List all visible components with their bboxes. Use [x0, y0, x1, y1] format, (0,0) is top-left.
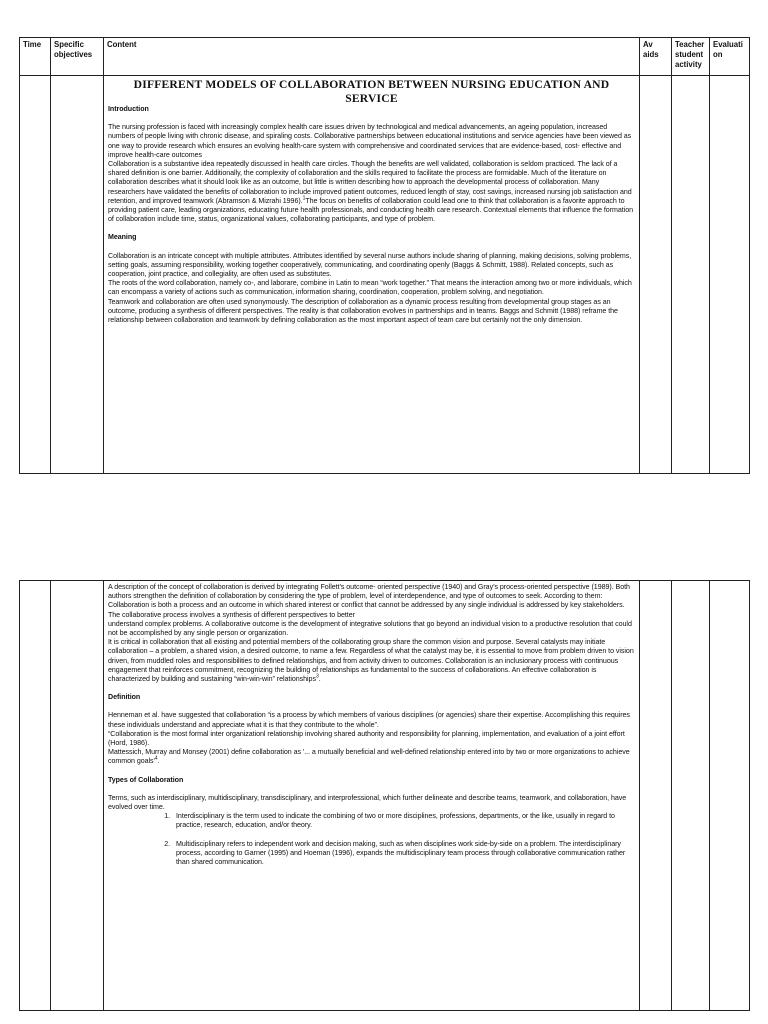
types-paragraph: Terms, such as interdisciplinary, multidisciplinary, transdisciplinary, and interprofessional, which further delineate and describe teams, teamwork, and collaboration, have evolved over time. — [108, 793, 627, 812]
teacher-activity-cell — [672, 581, 710, 1011]
evaluation-cell — [710, 581, 750, 1011]
meaning-paragraph-2: The roots of the word collaboration, namely co-, and laborare, combine in Latin to mean “work together.” That means the interaction among two or more individuals, which can encompass a variety of actions such as communication, information sharing, coordination, cooperation, problem solving, and negotiation. — [108, 279, 632, 297]
definition-paragraph-1: Henneman et al. have suggested that collaboration “is a process by which members of various disciplines (or agencies) share their expertise. Accomplishing this requires these individuals understand and appreciate what it is that they contribute to the whole”. — [108, 711, 630, 729]
header-content: Content — [104, 38, 640, 76]
lesson-plan-table-page-2 — [19, 580, 750, 1011]
list-item: 2. Multidisciplinary refers to independent work and decision making, such as when disciplines work side-by-side on a problem. The interdisciplinary process, according to Garner (1995) and Hoeman (1996), expands the multidisciplinary team process through collaborative communication rather than shared communication. — [172, 840, 635, 868]
definition-heading: Definition — [108, 693, 141, 702]
definition-paragraph-2: “Collaboration is the most formal inter organizationl relationship involving shared authority and responsibility for planning, implementation, and evaluation of a joint effort (Hord, 1986). — [108, 729, 625, 748]
definition-paragraph-3: Mattessich, Murray and Monsey (2001) define collaboration as '... a mutually beneficial and well-defined relationship entered into by two or more organizations to achieve common $goals'^4$. — [108, 748, 630, 766]
footnote-ref: 1 — [302, 195, 306, 202]
evaluation-cell — [710, 76, 750, 474]
lesson-plan-table-page-1 — [19, 37, 750, 474]
intro-paragraph-2: Collaboration is a substantive idea repeatedly discussed in health care circles. Though the benefits are well validated, collaboration is seldom practiced. The lack of a shared definition is one barrier. Additionally, the complexity of collaboration and the skills required to facilitate the process are formidable. Much of the literature on collaboration describes what it should look like as an outcome, but little is written describing how to approach the developmental process of collaboration. Many researchers have validated the benefits of collaboration to include improved patient outcomes, reduced length of stay, cost savings, increased nursing job satisfaction and retention, and improved teamwork (Abramson & Mizrahi 1996).$^1$The focus on benefits of collaboration could lead one to think that collaboration is a favorite approach to providing patient care, leading organizations, educating future health professionals, and conducting health care research. Contextual elements that influence the formation of collaboration include time, status, organizational values, collaborating participants, and type of problem. — [108, 160, 634, 224]
meaning-paragraph-1: Collaboration is an intricate concept with multiple attributes. Attributes identified by several nurse authors include sharing of planning, making decisions, solving problems, setting goals, assuming responsibility, working together cooperatively, communicating, and coordinating openly (Baggs & Schmitt, 1988). Related concepts, such as cooperation, joint practice, and collegiality, are often used as substitutes. — [108, 251, 632, 279]
time-cell — [20, 76, 51, 474]
meaning-paragraph-3: Teamwork and collaboration are often used synonymously. The description of collaboration as a dynamic process resulting from developmental group stages as an outcome, producing a synthesis of different perspectives. The reality is that collaboration evolves in partnerships and in teams. Baggs and Schmitt (1988) reframe the relationship between collaboration and teamwork by defining collaboration as the most important aspect of team care but certainly not the only dimension. — [108, 297, 618, 325]
meaning-heading: Meaning — [108, 233, 137, 242]
objectives-cell — [51, 76, 104, 474]
content-row — [20, 76, 750, 474]
footnote-ref: 3 — [315, 673, 319, 680]
header-row — [20, 38, 750, 76]
introduction-heading: Introduction — [108, 105, 149, 113]
header-av-aids: Av aids — [640, 38, 672, 76]
list-item: 1. Interdisciplinary is the term used to indicate the combining of two or more disciplines, professions, departments, or the like, usually in regard to practice, research, education, and/or theory. — [172, 812, 635, 830]
header-teacher-student-activity: Teacher student activity — [672, 38, 710, 76]
content-cell — [104, 581, 640, 1011]
document-title: DIFFERENT MODELS OF COLLABORATION BETWEEN NURSING EDUCATION AND SERVICE — [133, 78, 610, 105]
types-list — [108, 812, 635, 867]
content-cell — [104, 76, 640, 474]
intro-paragraph-1: The nursing profession is faced with increasingly complex health care issues driven by technological and medical advancements, an ageing population, increased numbers of people living with chronic disease, and spiraling costs. Collaborative partnerships between educational institutions and service agencies have been viewed as one way to provide research which ensures an evolving health-care system with comprehensive and coordinated services that are evidence-based, cost- effective and improve health-care outcomes — [108, 123, 632, 159]
header-evaluation: Evaluati on — [710, 38, 750, 76]
types-heading: Types of Collaboration — [108, 775, 184, 784]
concept-paragraph-1: A description of the concept of collaboration is derived by integrating Follett’s outcome- oriented perspective (1940) and Gray’s process-oriented perspective (1989). Both authors strengthen the definition of collaboration by considering the type of problem, level of interdependence, and type of outcomes to seek. According to them: Collaboration is both a process and an outcome in which shared interest or conflict that cannot be addressed by any single individual is addressed by key stakeholders. The collaborative process involves a synthesis of different perspectives to better — [108, 583, 630, 619]
header-time: Time — [20, 38, 51, 76]
teacher-activity-cell — [672, 76, 710, 474]
concept-paragraph-3: It is critical in collaboration that all existing and potential members of the collaborating group share the common vision and purpose. Several catalysts may initiate collaboration – a problem, a shared vision, a desired outcome, to name a few. Regardless of what the catalyst may be, it is essential to move from problem driven to vision driven, from muddled roles and responsibilities to defined relationships, and from activity driven to outcomes. Collaboration is an inclusionary process with continuous engagement that reinforces commitment, recognizing the building of relationships as fundamental to the success of collaborations. An effective collaboration is characterized by building and sustaining “win-win-win” relationships$^3$. — [108, 638, 634, 684]
av-aids-cell — [640, 76, 672, 474]
av-aids-cell — [640, 581, 672, 1011]
time-cell — [20, 581, 51, 1011]
concept-paragraph-2: understand complex problems. A collaborative outcome is the development of integrative solutions that go beyond an individual vision to a productive resolution that could not be accomplished by any single person or organization. — [108, 619, 632, 638]
footnote-ref: 4 — [154, 756, 158, 763]
objectives-cell — [51, 581, 104, 1011]
content-row — [20, 581, 750, 1011]
header-specific-objectives: Specific objectives — [51, 38, 104, 76]
